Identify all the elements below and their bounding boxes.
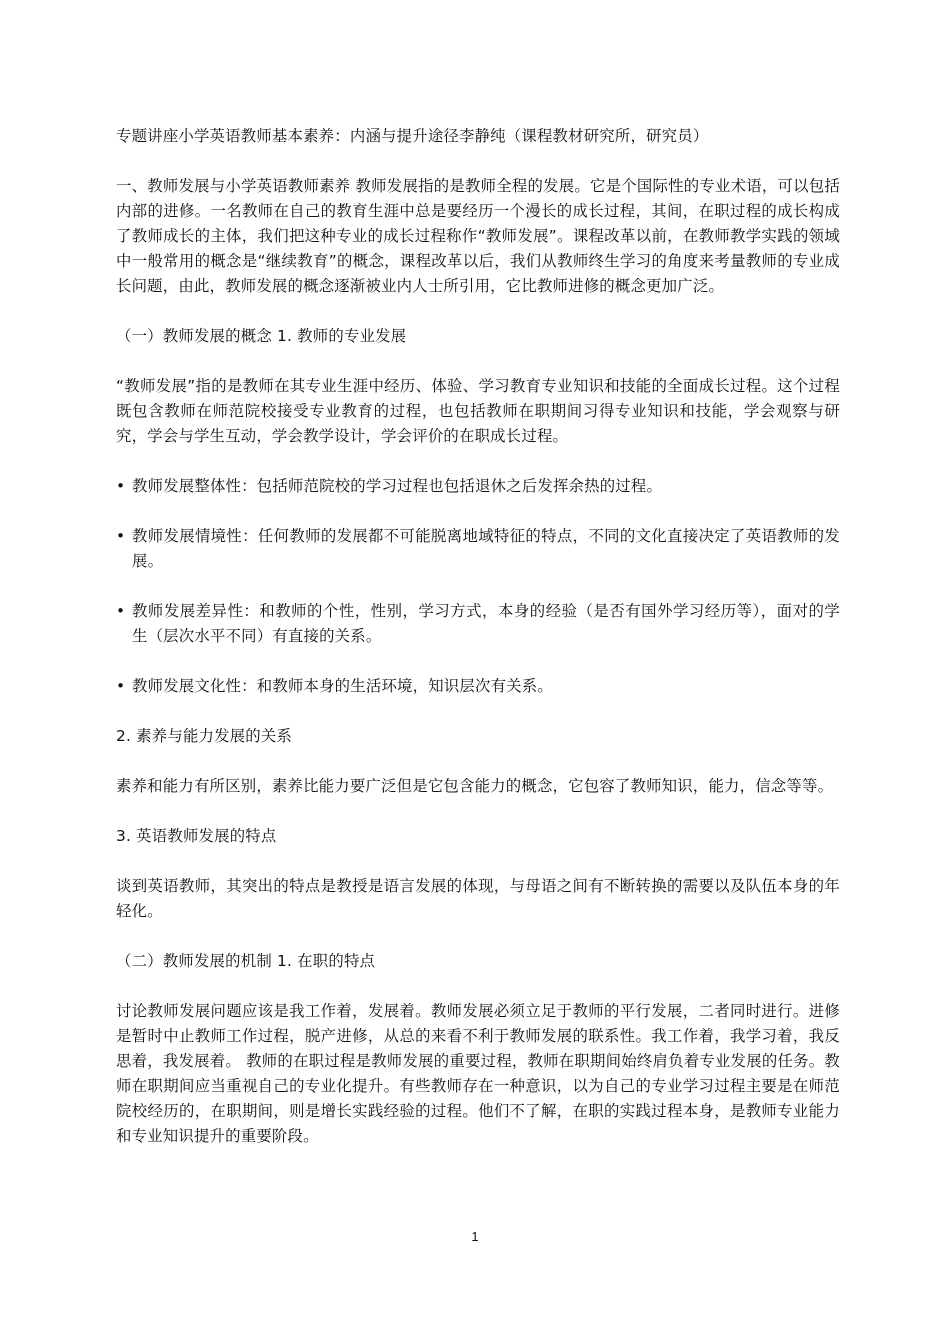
subsection3-heading: 3. 英语教师发展的特点 [116,827,277,845]
section1-intro-paragraph: 一、教师发展与小学英语教师素养 教师发展指的是教师全程的发展。它是个国际性的专业术语，可以包括内部的进修。一名教师在自己的教育生涯中总是要经历一个漫长的成长过程，其间，在职过程的成长构成了教师成长的主体，我们把这种专业的成长过程称作“教师发展”。课程改革以前，在教师教学实践的领域中一般常用的概念是“继续教育”的概念，课程改革以后，我们从教师终生学习的角度来考量教师的专业成长问题，由此，教师发展的概念逐渐被业内人士所引用，它比教师进修的概念更加广泛。 [116,177,840,295]
bullet-item-wholeness [116,474,840,499]
subsection1-heading: （一）教师发展的概念 1. 教师的专业发展 [116,327,407,345]
bullet-text: 教师发展差异性：和教师的个性，性别，学习方式，本身的经验（是否有国外学习经历等），面对的学生（层次水平不同）有直接的关系。 [132,602,840,645]
bullet-dot-icon: • [116,677,126,695]
bullet-item-culture [116,674,840,699]
page-number: 1 [471,1229,479,1244]
section2-paragraph: 讨论教师发展问题应该是我工作着，发展着。教师发展必须立足于教师的平行发展，二者同时进行。进修是暂时中止教师工作过程，脱产进修，从总的来看不利于教师发展的联系性。我工作着，我学习着，我反思着，我发展着。 教师的在职过程是教师发展的重要过程，教师在职期间始终肩负着专业发展的任务。教师在职期间应当重视自己的专业化提升。有些教师存在一种意识，以为自己的专业学习过程主要是在师范院校经历的，在职期间，则是增长实践经验的过程。他们不了解，在职的实践过程本身，是教师专业能力和专业知识提升的重要阶段。 [116,1002,840,1145]
subsection1-paragraph: “教师发展”指的是教师在其专业生涯中经历、体验、学习教育专业知识和技能的全面成长过程。这个过程既包含教师在师范院校接受专业教育的过程，也包括教师在职期间习得专业知识和技能，学会观察与研究，学会与学生互动，学会教学设计，学会评价的在职成长过程。 [116,377,840,445]
bullet-text: 教师发展整体性：包括师范院校的学习过程也包括退休之后发挥余热的过程。 [132,477,663,495]
bullet-text: 教师发展文化性：和教师本身的生活环境，知识层次有关系。 [132,677,553,695]
document-title-line: 专题讲座小学英语教师基本素养：内涵与提升途径李静纯（课程教材研究所，研究员） [116,127,709,145]
bullet-dot-icon: • [116,602,126,620]
subsection3-paragraph: 谈到英语教师，其突出的特点是教授是语言发展的体现，与母语之间有不断转换的需要以及队伍本身的年轻化。 [116,877,840,920]
bullet-text: 教师发展情境性：任何教师的发展都不可能脱离地域特征的特点，不同的文化直接决定了英语教师的发展。 [132,527,840,570]
subsection2-paragraph: 素养和能力有所区别，素养比能力要广泛但是它包含能力的概念，它包容了教师知识，能力，信念等等。 [116,777,834,795]
bullet-item-difference [116,599,840,649]
subsection2-heading: 2. 素养与能力发展的关系 [116,727,293,745]
bullet-dot-icon: • [116,477,126,495]
bullet-dot-icon: • [116,527,126,545]
bullet-item-context [116,524,840,574]
document-body [116,124,840,1174]
section2-heading: （二）教师发展的机制 1. 在职的特点 [116,952,376,970]
